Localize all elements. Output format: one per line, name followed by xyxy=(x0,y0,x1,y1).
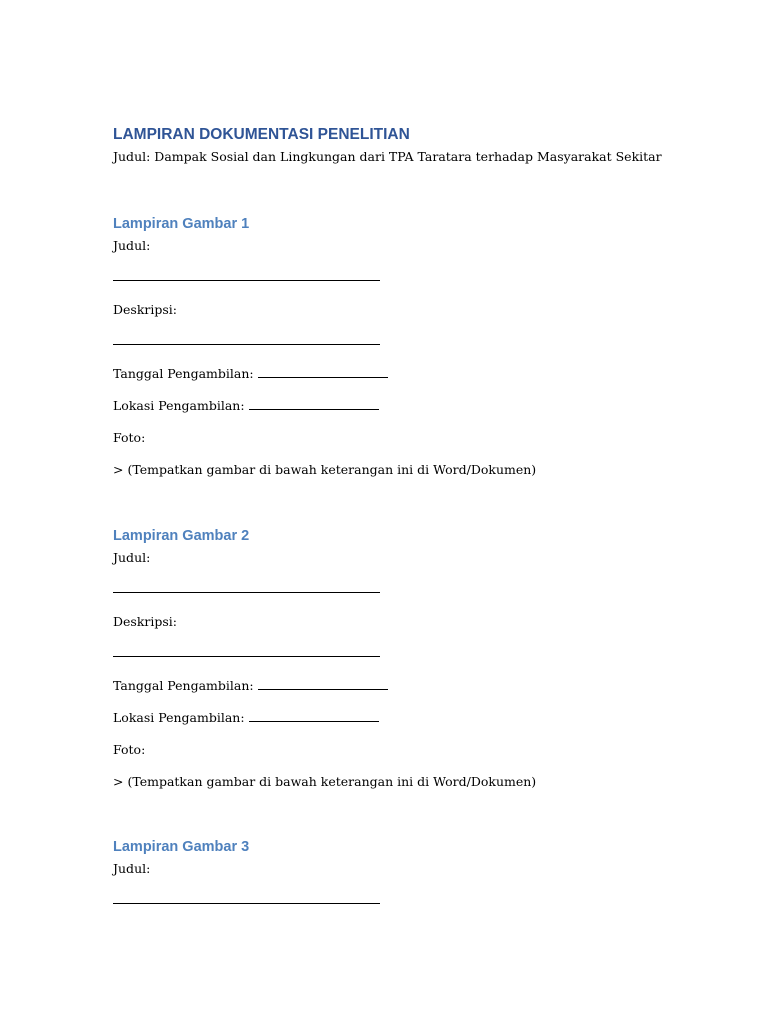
title-blank-line[interactable] xyxy=(113,903,380,904)
title-label: Judul: xyxy=(113,861,151,876)
location-field xyxy=(113,710,379,726)
location-label: Lokasi Pengambilan: xyxy=(113,710,249,725)
attachment-section-2 xyxy=(113,527,673,789)
placement-note: > (Tempatkan gambar di bawah keterangan ini di Word/Dokumen) xyxy=(113,462,537,477)
description-label: Deskripsi: xyxy=(113,302,178,317)
section-heading: Lampiran Gambar 2 xyxy=(113,528,250,544)
section-heading: Lampiran Gambar 1 xyxy=(113,216,250,232)
section-heading: Lampiran Gambar 3 xyxy=(113,839,250,855)
title-blank-line[interactable] xyxy=(113,592,380,593)
date-label: Tanggal Pengambilan: xyxy=(113,366,258,381)
date-field xyxy=(113,678,388,694)
date-blank-line[interactable] xyxy=(258,366,388,378)
title-label: Judul: xyxy=(113,238,151,253)
placement-note: > (Tempatkan gambar di bawah keterangan ini di Word/Dokumen) xyxy=(113,774,537,789)
location-field xyxy=(113,398,379,414)
attachment-section-1 xyxy=(113,215,673,477)
title-blank-line[interactable] xyxy=(113,280,380,281)
description-label: Deskripsi: xyxy=(113,614,178,629)
date-field xyxy=(113,366,388,382)
photo-label: Foto: xyxy=(113,742,146,757)
location-label: Lokasi Pengambilan: xyxy=(113,398,249,413)
title-label: Judul: xyxy=(113,550,151,565)
attachment-section-3 xyxy=(113,838,673,876)
document-title: LAMPIRAN DOKUMENTASI PENELITIAN xyxy=(113,126,410,143)
date-blank-line[interactable] xyxy=(258,678,388,690)
location-blank-line[interactable] xyxy=(249,710,379,722)
description-blank-line[interactable] xyxy=(113,656,380,657)
date-label: Tanggal Pengambilan: xyxy=(113,678,258,693)
description-blank-line[interactable] xyxy=(113,344,380,345)
photo-label: Foto: xyxy=(113,430,146,445)
document-subtitle: Judul: Dampak Sosial dan Lingkungan dari TPA Taratara terhadap Masyarakat Sekitar xyxy=(113,149,662,164)
document-content xyxy=(113,125,673,876)
location-blank-line[interactable] xyxy=(249,398,379,410)
